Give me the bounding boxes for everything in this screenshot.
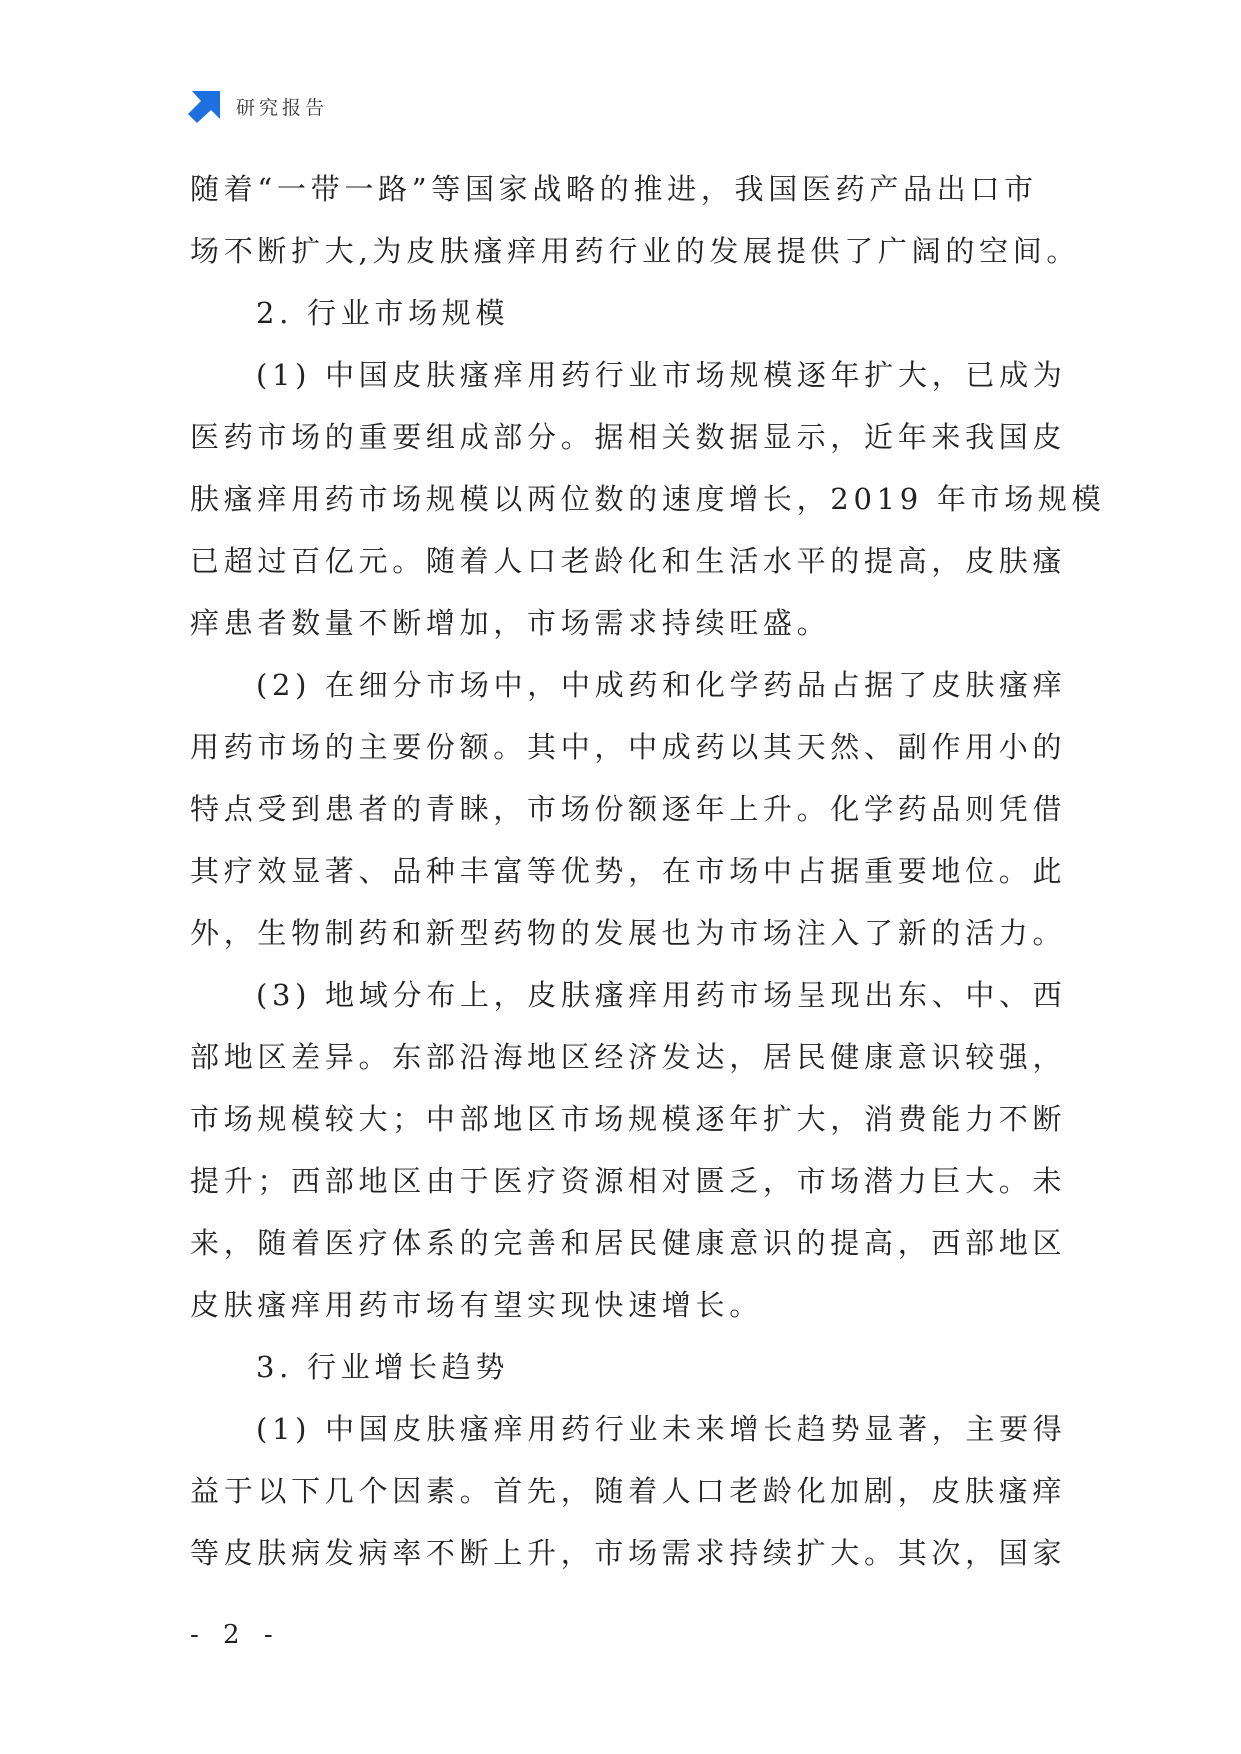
text-line: 医药市场的重要组成部分。据相关数据显示，近年来我国皮 xyxy=(190,420,1067,454)
header-title: 研究报告 xyxy=(236,96,329,119)
text-line: (1) 中国皮肤瘙痒用药行业未来增长趋势显著，主要得 xyxy=(256,1412,1067,1446)
text-line: 益于以下几个因素。首先，随着人口老龄化加剧，皮肤瘙痒 xyxy=(190,1474,1067,1508)
page-number: - 2 - xyxy=(190,1620,281,1650)
text-line: (2) 在细分市场中，中成药和化学药品占据了皮肤瘙痒 xyxy=(256,668,1067,702)
section-heading: 2. 行业市场规模 xyxy=(256,296,510,330)
text-line: 其疗效显著、品种丰富等优势，在市场中占据重要地位。此 xyxy=(190,854,1067,888)
text-line: 随着“一带一路”等国家战略的推进，我国医药产品出口市 xyxy=(190,172,1038,206)
report-header xyxy=(188,88,328,124)
text-line: (3) 地域分布上，皮肤瘙痒用药市场呈现出东、中、西 xyxy=(256,978,1067,1012)
text-line: (1) 中国皮肤瘙痒用药行业市场规模逐年扩大，已成为 xyxy=(256,358,1067,392)
arrow-up-right-icon xyxy=(188,89,222,123)
text-line: 部地区差异。东部沿海地区经济发达，居民健康意识较强， xyxy=(190,1040,1067,1074)
text-line: 外，生物制药和新型药物的发展也为市场注入了新的活力。 xyxy=(190,916,1067,950)
text-line: 等皮肤病发病率不断上升，市场需求持续扩大。其次，国家 xyxy=(190,1536,1067,1570)
text-line: 用药市场的主要份额。其中，中成药以其天然、副作用小的 xyxy=(190,730,1067,764)
text-line: 来，随着医疗体系的完善和居民健康意识的提高，西部地区 xyxy=(190,1226,1067,1260)
text-line: 已超过百亿元。随着人口老龄化和生活水平的提高，皮肤瘙 xyxy=(190,544,1067,578)
text-line: 肤瘙痒用药市场规模以两位数的速度增长，2019 年市场规模 xyxy=(190,482,1106,516)
text-line: 特点受到患者的青睐，市场份额逐年上升。化学药品则凭借 xyxy=(190,792,1067,826)
text-line: 市场规模较大；中部地区市场规模逐年扩大，消费能力不断 xyxy=(190,1102,1067,1136)
text-line: 场不断扩大,为皮肤瘙痒用药行业的发展提供了广阔的空间。 xyxy=(190,234,1081,268)
text-line: 皮肤瘙痒用药市场有望实现快速增长。 xyxy=(190,1288,763,1322)
document-body xyxy=(190,158,1106,1584)
text-line: 痒患者数量不断增加，市场需求持续旺盛。 xyxy=(190,606,831,640)
section-heading: 3. 行业增长趋势 xyxy=(256,1350,510,1384)
text-line: 提升；西部地区由于医疗资源相对匮乏，市场潜力巨大。未 xyxy=(190,1164,1067,1198)
